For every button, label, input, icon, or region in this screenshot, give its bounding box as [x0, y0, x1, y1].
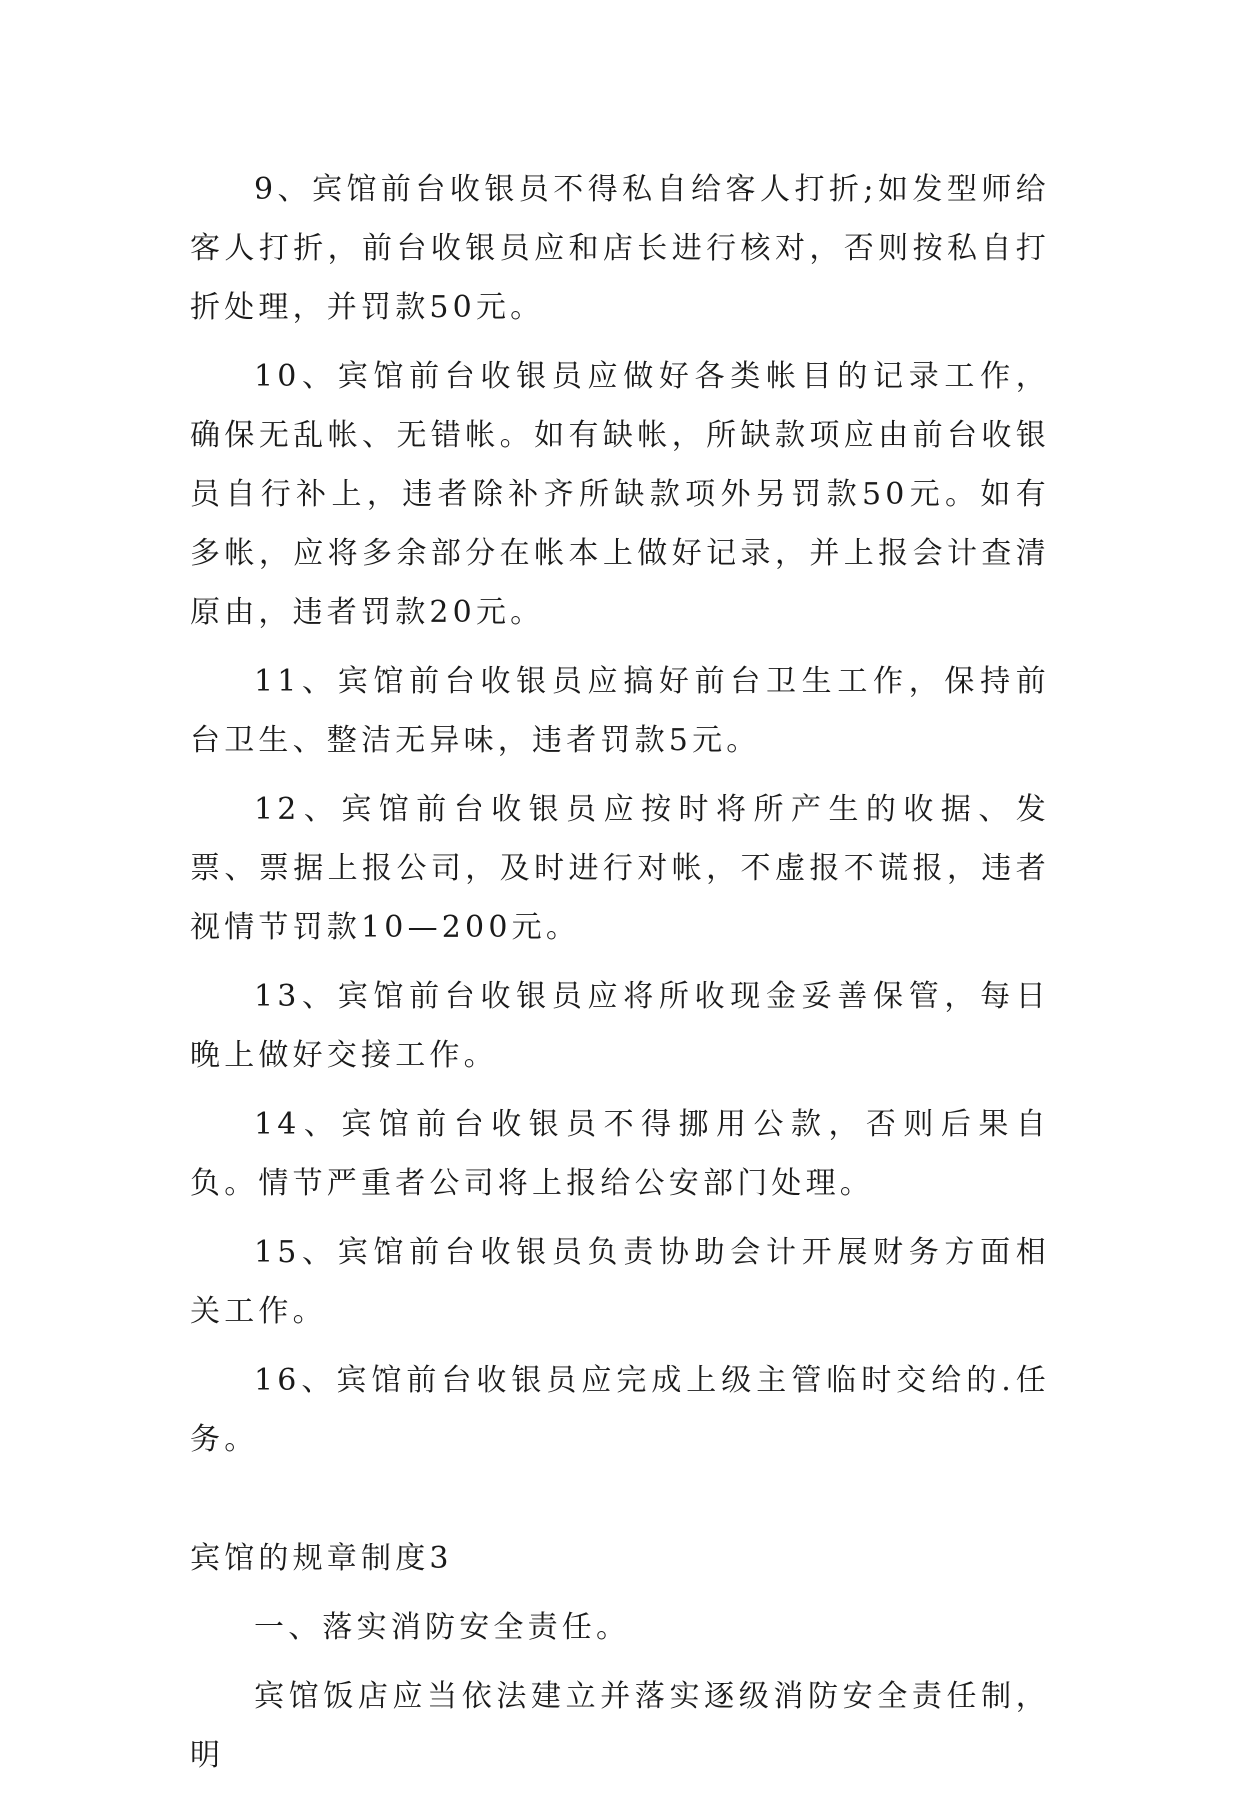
rule-13: 13、宾馆前台收银员应将所收现金妥善保管，每日晚上做好交接工作。 — [190, 979, 1050, 1073]
rule-15: 15、宾馆前台收银员负责协助会计开展财务方面相关工作。 — [190, 1235, 1050, 1329]
document-body — [190, 160, 1050, 1795]
section-paragraph: 宾馆饭店应当依法建立并落实逐级消防安全责任制，明 — [190, 1679, 1050, 1773]
section-subheading: 一、落实消防安全责任。 — [254, 1610, 631, 1645]
rule-9: 9、宾馆前台收银员不得私自给客人打折;如发型师给客人打折，前台收银员应和店长进行核对，否则按私自打折处理，并罚款50元。 — [190, 172, 1050, 325]
section-title: 宾馆的规章制度3 — [190, 1541, 453, 1576]
rule-10: 10、宾馆前台收银员应做好各类帐目的记录工作，确保无乱帐、无错帐。如有缺帐，所缺款项应由前台收银员自行补上，违者除补齐所缺款项外另罚款50元。如有多帐，应将多余部分在帐本上做好记录，并上报会计查清原由，违者罚款20元。 — [190, 359, 1050, 630]
rule-14: 14、宾馆前台收银员不得挪用公款，否则后果自负。情节严重者公司将上报给公安部门处理。 — [190, 1107, 1050, 1201]
rule-16: 16、宾馆前台收银员应完成上级主管临时交给的.任务。 — [190, 1363, 1050, 1457]
rule-12: 12、宾馆前台收银员应按时将所产生的收据、发票、票据上报公司，及时进行对帐，不虚报不谎报，违者视情节罚款10—200元。 — [190, 792, 1050, 945]
rule-11: 11、宾馆前台收银员应搞好前台卫生工作，保持前台卫生、整洁无异味，违者罚款5元。 — [190, 664, 1050, 758]
